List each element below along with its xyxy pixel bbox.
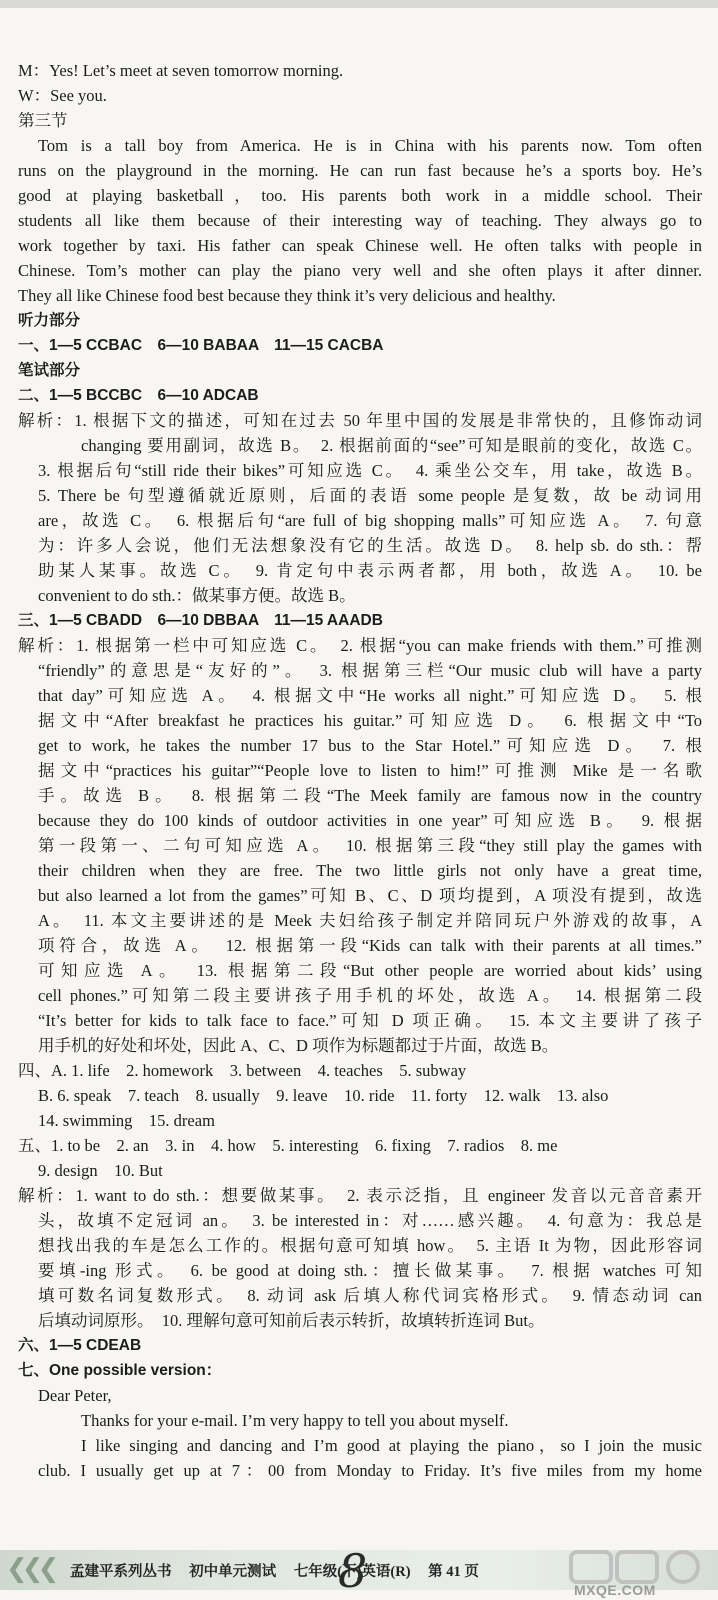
grade-subject: 七年级(下)英语(R) <box>293 1564 411 1580</box>
text-line: They all like Chinese food best because they think it’s very delicious and healthy. <box>18 286 556 305</box>
text-line: Tom is a tall boy from America. He is in China with his parents now. Tom often <box>38 136 702 155</box>
text-line: because they do 100 kinds of outdoor activities in one year”可知应选 B。 9. 根据 <box>38 811 702 830</box>
chevron-decoration-icon: ❮❮❮ <box>6 1554 54 1584</box>
footer-caption <box>70 1560 493 1581</box>
text-line: B. 6. speak 7. teach 8. usually 9. leave 10. ride 11. forty 12. walk 13. also <box>38 1086 609 1105</box>
text-line: are，故选 C。 6. 根据后句“are full of big shopping malls”可知应选 A。 7. 句意 <box>38 511 702 530</box>
text-line: 第三节 <box>18 111 68 130</box>
text-line: club. I usually get up at 7：00 from Monday to Friday. It’s five miles from my home <box>38 1461 702 1480</box>
page-body <box>18 58 702 1483</box>
series-name: 孟建平系列丛书 <box>70 1564 172 1580</box>
text-line: runs on the playground in the morning. He can run fast because he’s a sports boy. He’s <box>18 161 702 180</box>
page-label: 第 41 页 <box>428 1564 479 1580</box>
text-line: “friendly”的意思是“友好的”。 3. 根据第三栏“Our music club will have a party <box>38 661 702 680</box>
text-line: A。 11. 本文主要讲述的是 Meek 夫妇给孩子制定并陪同玩户外游戏的故事，A <box>38 911 702 930</box>
text-line: their children when they are free. The two little girls not only have a great time, <box>38 861 702 880</box>
text-line: convenient to do sth.：做某事方便。故选 B。 <box>38 586 356 605</box>
text-line: 一、1—5 CCBAC 6—10 BABAA 11—15 CACBA <box>18 337 384 354</box>
watermark-url: MXQE.COM <box>574 1582 656 1598</box>
text-line: work together by taxi. His father can speak Chinese well. He often talks with people in <box>18 236 702 255</box>
text-line: 六、1—5 CDEAB <box>18 1337 142 1354</box>
handwritten-page-mark: 8 <box>338 1544 368 1598</box>
text-line: 解析：1. want to do sth.：想要做某事。 2. 表示泛指，且 engineer 发音以元音音素开 <box>18 1186 702 1205</box>
text-line: 听力部分 <box>18 312 81 329</box>
text-line: 头，故填不定冠词 an。 3. be interested in：对……感兴趣。 4. 句意为：我总是 <box>38 1211 702 1230</box>
text-line: 可知应选 A。 13. 根据第二段“But other people are worried about kids’ using <box>38 961 702 980</box>
text-line: 二、1—5 BCCBC 6—10 ADCAB <box>18 387 259 404</box>
text-line: that day”可知应选 A。 4. 根据文中“He works all night.”可知应选 D。 5. 根 <box>38 686 702 705</box>
text-line: 手。故选 B。 8. 根据第二段“The Meek family are famous now in the country <box>38 786 702 805</box>
text-line: 5. There be 句型遵循就近原则，后面的表语 some people 是复数，故 be 动词用 <box>38 486 702 505</box>
text-line: Thanks for your e-mail. I’m very happy to tell you about myself. <box>81 1411 509 1430</box>
text-line: 用手机的好处和坏处，因此 A、C、D 项作为标题都过于片面，故选 B。 <box>38 1036 559 1055</box>
text-line: 助某人某事。故选 C。 9. 肯定句中表示两者都，用 both，故选 A。 10. be <box>38 561 702 580</box>
text-line: 三、1—5 CBADD 6—10 DBBAA 11—15 AAADB <box>18 612 383 629</box>
text-line: M：Yes! Let’s meet at seven tomorrow morning. <box>18 61 344 80</box>
text-line: I like singing and dancing and I’m good at playing the piano，so I join the music <box>81 1436 702 1455</box>
text-line: cell phones.”可知第二段主要讲孩子用手机的坏处，故选 A。 14. 根据第二段 <box>38 986 702 1005</box>
text-line: 五、1. to be 2. an 3. in 4. how 5. interesting 6. fixing 7. radios 8. me <box>18 1136 558 1155</box>
text-line: 后填动词原形。 10. 理解句意可知前后表示转折，故填转折连词 But。 <box>38 1311 545 1330</box>
text-line: 四、A. 1. life 2. homework 3. between 4. teaches 5. subway <box>18 1061 467 1080</box>
text-line: 笔试部分 <box>18 362 81 379</box>
text-line: Dear Peter, <box>38 1386 112 1405</box>
text-line: 9. design 10. But <box>38 1161 163 1180</box>
text-line: W：See you. <box>18 86 107 105</box>
text-line: Chinese. Tom’s mother can play the piano very well and she often plays it after dinner. <box>18 261 702 280</box>
text-line: 项符合，故选 A。 12. 根据第一段“Kids can talk with their parents at all times.” <box>38 936 702 955</box>
text-line: 第一段第一、二句可知应选 A。 10. 根据第三段“they still play the games with <box>38 836 702 855</box>
text-line: 据文中“After breakfast he practices his guitar.”可知应选 D。 6. 根据文中“To <box>38 711 702 730</box>
text-line: changing 要用副词，故选 B。 2. 根据前面的“see”可知是眼前的变化，故选 C。 <box>81 436 702 455</box>
text-line: 填可数名词复数形式。 8. 动词 ask 后填人称代词宾格形式。 9. 情态动词 can <box>38 1286 702 1305</box>
text-line: 解析：1. 根据第一栏中可知应选 C。 2. 根据“you can make friends with them.”可推测 <box>18 636 702 655</box>
text-line: but also learned a lot from the games”可知 B、C、D 项均提到，A 项没有提到，故选 <box>38 886 702 905</box>
text-line: 据文中“practices his guitar”“People love to listen to him!”可推测 Mike 是一名歌 <box>38 761 702 780</box>
text-line: 3. 根据后句“still ride their bikes”可知应选 C。 4. 乘坐公交车，用 take，故选 B。 <box>38 461 702 480</box>
text-line: 七、One possible version： <box>18 1362 222 1379</box>
text-line: “It’s better for kids to talk face to face.”可知 D 项正确。 15. 本文主要讲了孩子 <box>38 1011 702 1030</box>
text-line: 解析：1. 根据下文的描述，可知在过去 50 年里中国的发展是非常快的，且修饰动词 <box>18 411 702 430</box>
text-line: 要填-ing 形式。 6. be good at doing sth.：擅长做某事。 7. 根据 watches 可知 <box>38 1261 702 1280</box>
top-edge-shadow <box>0 0 718 8</box>
book-name: 初中单元测试 <box>189 1564 277 1580</box>
text-line: 想找出我的车是怎么工作的。根据句意可知填 how。 5. 主语 It 为物，因此形容词 <box>38 1236 702 1255</box>
text-line: 为：许多人会说，他们无法想象没有它的生活。故选 D。 8. help sb. do sth.：帮 <box>38 536 702 555</box>
page-footer <box>0 1544 718 1600</box>
text-line: get to work, he takes the number 17 bus to the Star Hotel.”可知应选 D。 7. 根 <box>38 736 702 755</box>
text-line: 14. swimming 15. dream <box>38 1111 215 1130</box>
text-line: good at playing basketball，too. His parents both work in a middle school. Their <box>18 186 702 205</box>
text-line: students all like them because of their interesting way of teaching. They always go to <box>18 211 702 230</box>
